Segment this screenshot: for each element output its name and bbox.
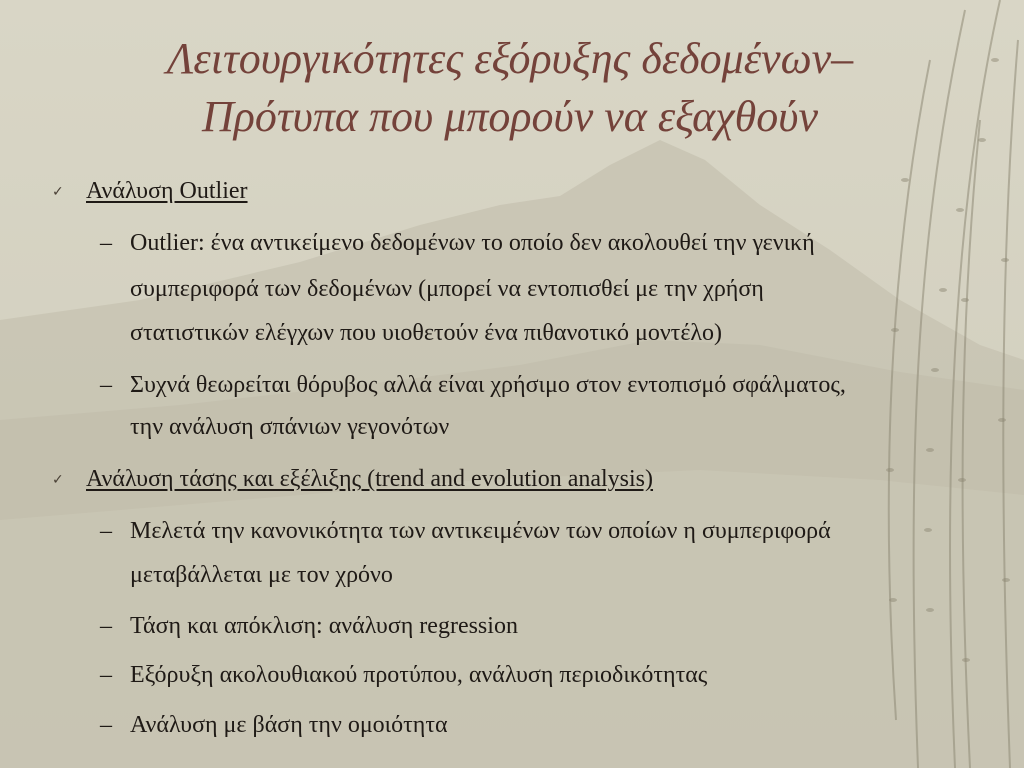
dash-icon: –	[100, 372, 112, 398]
slide-title-line-2: Πρότυπα που μπορούν να εξαχθούν	[202, 92, 818, 141]
subitem-text: Μελετά την κανονικότητα των αντικειμένων των οποίων η συμπεριφορά	[130, 518, 831, 544]
subitem-text: στατιστικών ελέγχων που υιοθετούν ένα πιθανοτικό μοντέλο)	[130, 320, 723, 346]
dash-icon: –	[100, 712, 112, 738]
subitem-text: Συχνά θεωρείται θόρυβος αλλά είναι χρήσιμο στον εντοπισμό σφάλματος,	[130, 372, 846, 398]
bullet-outlier-analysis: Ανάλυση Outlier	[86, 178, 248, 204]
subitem-text: μεταβάλλεται με τον χρόνο	[130, 562, 393, 588]
subitem-text: Ανάλυση με βάση την ομοιότητα	[130, 712, 448, 738]
slide-title-line-1: Λειτουργικότητες εξόρυξης δεδομένων–	[166, 34, 854, 83]
dash-icon: –	[100, 230, 112, 256]
subitem-text: την ανάλυση σπάνιων γεγονότων	[130, 414, 450, 440]
subitem-text: Εξόρυξη ακολουθιακού προτύπου, ανάλυση περιοδικότητας	[130, 662, 708, 688]
dash-icon: –	[100, 613, 112, 639]
subitem-text: Τάση και απόκλιση: ανάλυση regression	[130, 613, 518, 639]
bullet-trend-evolution-analysis: Ανάλυση τάσης και εξέλιξης (trend and evolution analysis)	[86, 466, 654, 492]
checkmark-icon: ✓	[52, 472, 64, 488]
dash-icon: –	[100, 518, 112, 544]
checkmark-icon: ✓	[52, 184, 64, 200]
subitem-text: συμπεριφορά των δεδομένων (μπορεί να εντοπισθεί με την χρήση	[130, 276, 764, 302]
dash-icon: –	[100, 662, 112, 688]
subitem-text: Outlier: ένα αντικείμενο δεδομένων το οποίο δεν ακολουθεί την γενική	[130, 230, 815, 256]
